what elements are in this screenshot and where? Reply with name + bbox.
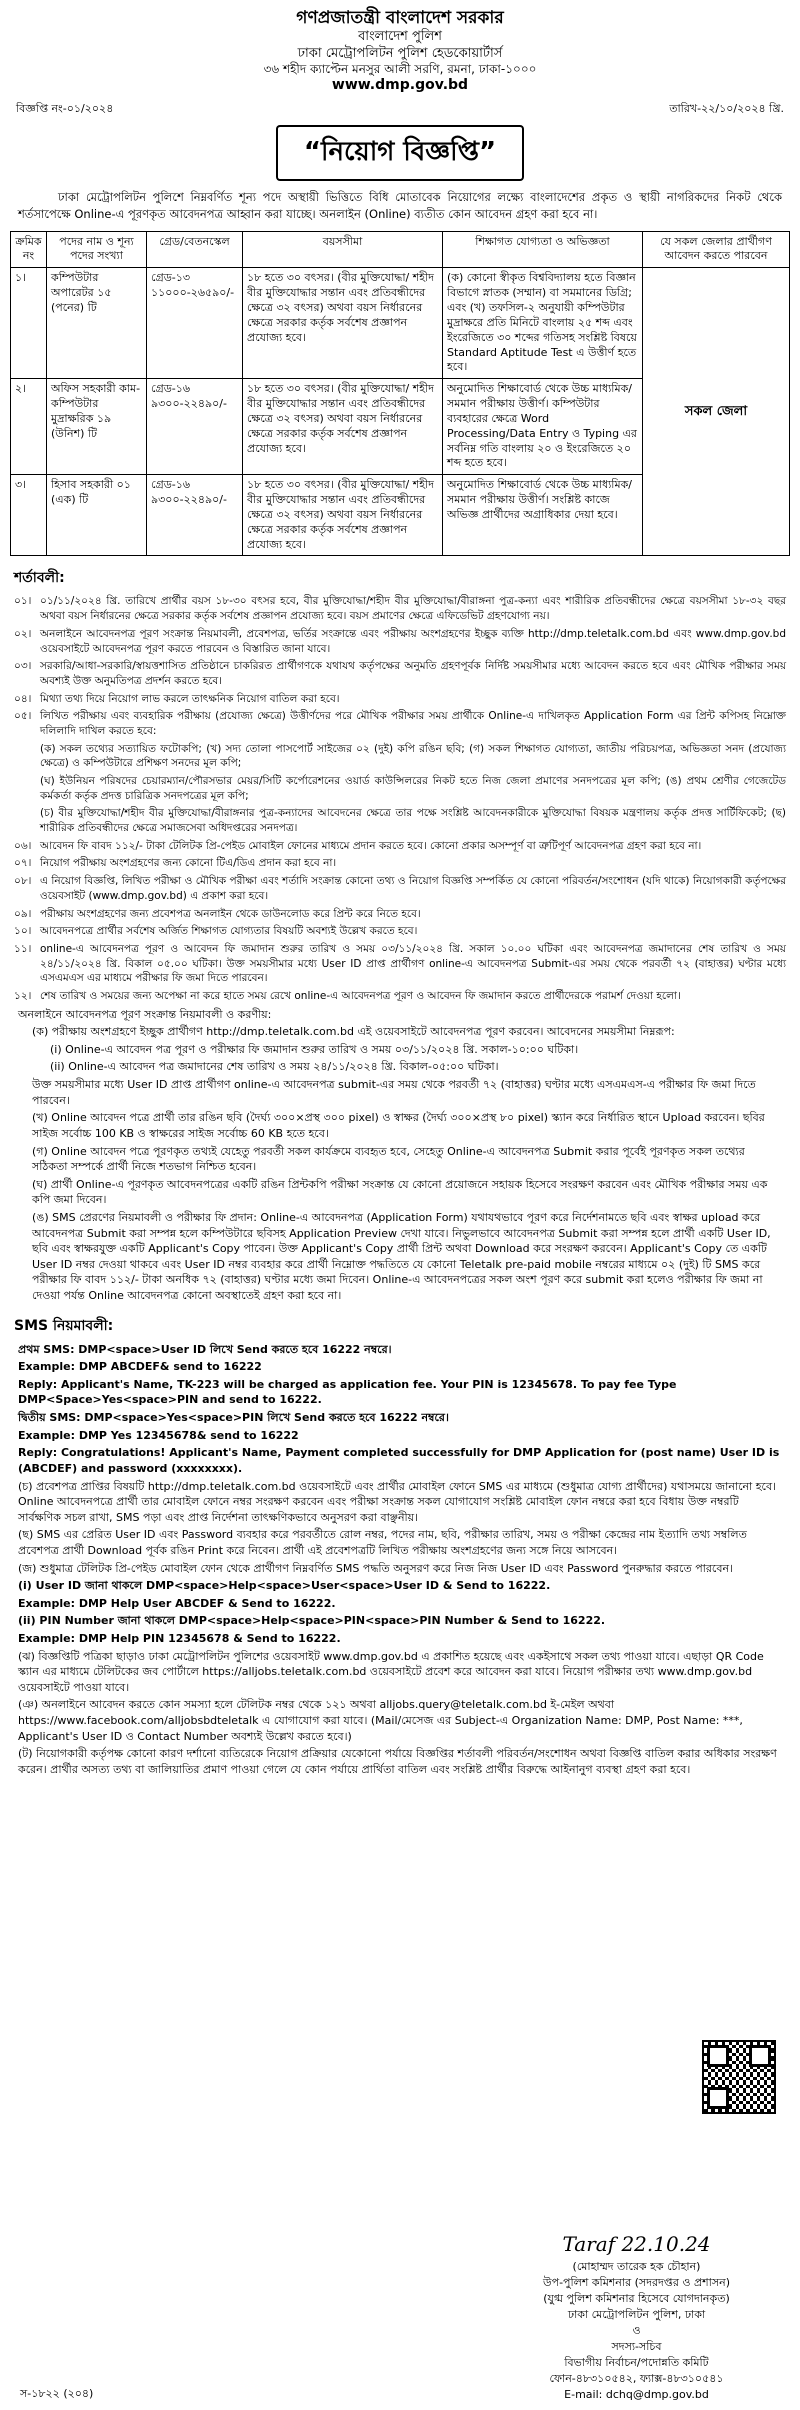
term-item <box>10 709 786 738</box>
reference-row <box>16 100 784 119</box>
cell-qualification: অনুমোদিত শিক্ষাবোর্ড থেকে উচ্চ মাধ্যমিক/সমমান পরীক্ষায় উত্তীর্ণ। সংশ্লিষ্ট কাজে অভিজ্ঞ প্রার্থীদের অগ্রাধিকার দেয়া হবে। <box>443 475 643 556</box>
cell-qualification: অনুমোদিত শিক্ষাবোর্ড থেকে উচ্চ মাধ্যমিক/সমমান পরীক্ষায় উত্তীর্ণ। কম্পিউটার ব্যবহারের ক্ষেত্রে Word Processing/Data Entry ও Typing এর সর্বনিম্ন গতি বাংলায় ২০ ও ইংরেজিতে ২০ শব্দ হতে হবে। <box>443 379 643 475</box>
notice-title: “নিয়োগ বিজ্ঞপ্তি” <box>276 125 524 181</box>
term-number: ০২। <box>14 627 32 640</box>
term-text: এ নিয়োগ বিজ্ঞপ্তি, লিখিত পরীক্ষা ও মৌখিক পরীক্ষা এবং শর্তাদি সংক্রান্ত কোনো তথ্য ও নিয়োগ বিজ্ঞপ্তি সম্পর্কিত যে কোনো পরিবর্তন/সংশোধন (যদি থাকে) নিয়োগকারী কর্তৃপক্ষের ওয়েবসাইট (www.dmp.gov.bd) এ প্রকাশ করা হবে। <box>40 875 786 902</box>
cell-grade: গ্রেড-১৩ ১১০০০-২৬৫৯০/- <box>147 268 243 379</box>
cell-qualification: (ক) কোনো স্বীকৃত বিশ্ববিদ্যালয় হতে বিজ্ঞান বিভাগে স্নাতক (সম্মান) বা সমমানের ডিগ্রি; এবং (খ) তফসিল-২ অনুযায়ী কম্পিউটার মুদ্রাক্ষরে প্রতি মিনিটে বাংলায় ২৫ শব্দ এবং ইংরেজিতে ৩০ শব্দের গতিসহ সংশ্লিষ্ট বিষয়ে Standard Aptitude Test এ উত্তীর্ণ হতে হবে। <box>443 268 643 379</box>
cell-districts: সকল জেলা <box>643 268 790 556</box>
term-number: ০৯। <box>14 907 32 920</box>
address: ৩৬ শহীদ ক্যাপ্টেন মনসুর আলী সরণি, রমনা, ঢাকা-১০০০ <box>263 61 537 76</box>
term-item <box>10 742 786 771</box>
term-item <box>10 627 786 656</box>
term-number <box>10 742 40 771</box>
sms-rules <box>18 1342 782 1778</box>
cell-age: ১৮ হতে ৩০ বৎসর। (বীর মুক্তিযোদ্ধা/ শহীদ বীর মুক্তিযোদ্ধার সন্তান এবং প্রতিবন্ধীদের ক্ষেত্রে ৩২ বৎসর) অথবা বয়স নির্ধারনের ক্ষেত্রে সরকার কর্তৃক সর্বশেষ প্রজ্ঞাপন প্রযোজ্য হবে। <box>243 379 443 475</box>
term-text: লিখিত পরীক্ষায় এবং ব্যবহারিক পরীক্ষায় (প্রযোজ্য ক্ষেত্রে) উত্তীর্ণদের পরে মৌখিক পরীক্ষার সময় প্রার্থীকে Online-এ দাখিলকৃত Application Form এর প্রিন্ট কপিসহ নিম্নোক্ত দলিলাদি দাখিল করতে হবে: <box>40 710 786 737</box>
signatory-name: (মোহাম্মদ তারেক হক চৌহান) <box>572 2260 701 2273</box>
sms-line: দ্বিতীয় SMS: DMP<space>Yes<space>PIN লিখে Send করতে হবে 16222 নম্বরে। <box>18 1411 449 1425</box>
term-item <box>10 839 786 854</box>
sms-line: (ঝ) বিজ্ঞপ্তিটি পত্রিকা ছাড়াও ঢাকা মেট্রোপলিটন পুলিশের ওয়েবসাইট www.dmp.gov.bd এ প্রকাশিত হয়েছে এবং একইসাথে সকল তথ্য পাওয়া যাবে। এছাড়া QR Code স্ক্যান এর মাধ্যমে টেলিটকের জব পোর্টালে https://alljobs.teletalk.com.bd ওয়েবসাইটে প্রবেশ করে আবেদন করা যাবে। নিয়োগ পরীক্ষার তথ্য www.dmp.gov.bd ওয়েবসাইটে পাওয়া যাবে। <box>18 1649 764 1694</box>
term-item <box>10 659 786 688</box>
cell-age: ১৮ হতে ৩০ বৎসর। (বীর মুক্তিযোদ্ধা/ শহীদ বীর মুক্তিযোদ্ধার সন্তান এবং প্রতিবন্ধীদের ক্ষেত্রে ৩২ বৎসর) অথবা বয়স নির্ধারনের ক্ষেত্রে সরকার কর্তৃক সর্বশেষ প্রজ্ঞাপন প্রযোজ্য হবে। <box>243 475 443 556</box>
signatory-phone: ফোন-৪৮৩১০৫৪২, ফ্যাক্স-৪৮৩১০৫৪১ <box>549 2371 724 2385</box>
term-text: (চ) বীর মুক্তিযোদ্ধা/শহীদ বীর মুক্তিযোদ্ধা/বীরাঙ্গনার পুত্র-কন্যাদের আবেদনের ক্ষেত্রে তার পক্ষে সংশ্লিষ্ট আবেদনকারীকে মুক্তিযোদ্ধা বিষয়ক মন্ত্রণালয় কর্তৃক প্রদত্ত সার্টিফিকেট; (ছ) শারীরিক প্রতিবন্ধীদের ক্ষেত্রে সমাজসেবা অধিদপ্তরের সনদপত্র। <box>40 807 786 835</box>
qr-code-icon[interactable] <box>702 2040 776 2114</box>
cell-grade: গ্রেড-১৬ ৯৩০০-২২৪৯০/- <box>147 379 243 475</box>
police-name: বাংলাদেশ পুলিশ <box>358 29 442 45</box>
term-item <box>10 942 786 986</box>
col-header: শিক্ষাগত যোগ্যতা ও অভিজ্ঞতা <box>443 231 643 268</box>
vacancy-table <box>10 231 790 557</box>
term-number: ০৮। <box>14 875 32 888</box>
term-item <box>10 774 786 803</box>
term-text: সরকারি/আধা-সরকারি/স্বায়ত্তশাসিত প্রতিষ্ঠানে চাকরিরত প্রার্থীগণকে যথাযথ কর্তৃপক্ষের অনুমতি গ্রহণপূর্বক নির্দিষ্ট সময়সীমার মধ্যে আবেদন করতে হবে এবং মৌখিক পরীক্ষার সময় অবশ্যই উক্ত অনুমতিপত্র প্রদর্শন করতে হবে। <box>40 660 786 687</box>
sms-line: (চ) প্রবেশপত্র প্রাপ্তির বিষয়টি http://dmp.teletalk.com.bd ওয়েবসাইটে এবং প্রার্থীর মোবাইল ফোনে SMS এর মাধ্যমে (শুধুমাত্র যোগ্য প্রার্থীদের) যথাসময়ে জানানো হবে। Online আবেদনপত্রে প্রার্থী তার মোবাইল ফোনে নম্বর সংরক্ষণ করবেন এবং পরীক্ষা সংক্রান্ত সকল যোগাযোগ সংশ্লিষ্ট মোবাইল ফোন নম্বরে করা হবে বিধায় উক্ত নম্বরটি সার্বক্ষণিক সচল রাখা, SMS পড়া এবং প্রাপ্ত নির্দেশনা তাৎক্ষণিকভাবে অনুসরণ করা বাঞ্ছনীয়। <box>18 1479 777 1524</box>
signatory-and: ও <box>632 2323 641 2337</box>
term-number: ০১। <box>14 595 32 608</box>
online-rule-item: উক্ত সময়সীমার মধ্যে User ID প্রাপ্ত প্রার্থীগণ online-এ আবেদনপত্র submit-এর সময় থেকে পরবর্তী ৭২ (বাহাত্তর) ঘণ্টার মধ্যে এসএমএস-এ পরীক্ষার ফি জমা দিতে পারবেন। <box>32 1078 756 1107</box>
cell-grade: গ্রেড-১৬ ৯৩০০-২২৪৯০/- <box>147 475 243 556</box>
online-rule-item: (গ) Online আবেদন পত্রে পূরণকৃত তথ্যই যেহেতু পরবর্তী সকল কার্যক্রমে ব্যবহৃত হবে, সেহেতু Online-এ আবেদনপত্র Submit করার পূর্বেই পূরণকৃত সকল তথ্যের সঠিকতা সম্পর্কে প্রার্থী নিজে শতভাগ নিশ্চিত হবেন। <box>32 1144 745 1174</box>
online-rule-item: (ঘ) প্রার্থী Online-এ পূরণকৃত আবেদনপত্রের একটি রঙিন প্রিন্টকপি পরীক্ষা সংক্রান্ত যে কোনো প্রয়োজনে সহায়ক হিসেবে সংরক্ষণ করবেন এবং মৌখিক পরীক্ষার সময় এক কপি জমা দিবেন। <box>32 1177 768 1207</box>
sms-line: (জ) শুধুমাত্র টেলিটক প্রি-পেইড মোবাইল ফোন থেকে প্রার্থীগণ নিম্নবর্ণিত SMS পদ্ধতি অনুসরণ করে নিজ নিজ User ID এবং Password পুনরুদ্ধার করতে পারবেন। <box>18 1561 733 1575</box>
signature: Taraf 22.10.24 <box>562 2232 711 2256</box>
term-text: পরীক্ষায় অংশগ্রহণের জন্য প্রবেশপত্র অনলাইন থেকে ডাউনলোড করে প্রিন্ট করে নিতে হবে। <box>40 907 421 920</box>
term-number: ০৬। <box>14 839 32 852</box>
term-text: শেষ তারিখ ও সময়ের জন্য অপেক্ষা না করে হাতে সময় রেখে online-এ আবেদনপত্র পূরণ ও আবেদন ফি জমাদান করতে প্রার্থীদেরকে পরামর্শ দেওয়া হলো। <box>40 989 681 1002</box>
sms-line: (ii) PIN Number জানা থাকলে DMP<space>Help<space>PIN<space>PIN Number & Send to 16222. <box>18 1614 606 1628</box>
footer-code: স-১৮২২ (২০৪) <box>20 2387 94 2400</box>
sms-line: প্রথম SMS: DMP<space>User ID লিখে Send করতে হবে 16222 নম্বরে। <box>18 1342 392 1356</box>
term-item <box>10 856 786 871</box>
term-text: ০১/১১/২০২৪ খ্রি. তারিখে প্রার্থীর বয়স ১৮-৩০ বৎসর হবে, বীর মুক্তিযোদ্ধা/শহীদ বীর মুক্তিযোদ্ধা/বীরাঙ্গনা পুত্র-কন্যা এবং শারীরিক প্রতিবন্ধীদের ক্ষেত্রে বয়সসীমা ১৮-৩২ বছর অথবা বয়স নির্ধারনের ক্ষেত্রে সরকার কর্তৃক সর্বশেষ প্রজ্ঞাপন প্রযোজ্য হবে। বয়স প্রমাণের ক্ষেত্রে এফিডেভিট গ্রহণযোগ্য নয়। <box>40 595 786 623</box>
cell-post: হিসাব সহকারী ০১ (এক) টি <box>47 475 147 556</box>
sms-line: (ছ) SMS এর প্রেরিত User ID এবং Password ব্যবহার করে পরবর্তীতে রোল নম্বর, পদের নাম, ছবি, পরীক্ষার তারিখ, সময় ও পরীক্ষা কেন্দ্রের নাম ইত্যাদি তথ্য সম্বলিত প্রবেশপত্র প্রার্থী Download পূর্বক রঙিন Print করে নিবেন। প্রার্থী এই প্রবেশপত্রটি লিখিত পরীক্ষায় অংশগ্রহণের জন্য সঙ্গে নিয়ে আসবেন। <box>18 1528 747 1557</box>
term-text: নিয়োগ পরীক্ষায় অংশগ্রহণের জন্য কোনো টিএ/ডিএ প্রদান করা হবে না। <box>40 857 337 870</box>
online-rule-item: (i) Online-এ আবেদন পত্র পূরণ ও পরীক্ষার ফি জমাদান শুরুর তারিখ ও সময় ০৩/১১/২০২৪ খ্রি. সকাল-১০:০০ ঘটিকা। <box>50 1042 579 1056</box>
online-rules <box>18 1007 782 1304</box>
cell-post: অফিস সহকারী কাম-কম্পিউটার মুদ্রাক্ষরিক ১৯ (উনিশ) টি <box>47 379 147 475</box>
sms-line: Example: DMP Help User ABCDEF & Send to 16222. <box>18 1596 336 1610</box>
sms-heading: SMS নিয়মাবলী: <box>14 1317 114 1334</box>
term-text: মিথ্যা তথ্য দিয়ে নিয়োগ লাভ করলে তাৎক্ষনিক নিয়োগ বাতিল করা হবে। <box>40 692 340 705</box>
signatory-member: সদস্য-সচিব <box>611 2339 662 2353</box>
headquarters-name: ঢাকা মেট্রোপলিটন পুলিশ হেডকোয়ার্টার্স <box>297 45 503 61</box>
online-rule-item: (ii) Online-এ আবেদন পত্র জমাদানের শেষ তারিখ ও সময় ২৪/১১/২০২৪ খ্রি. বিকাল-০৫:০০ ঘটিকা। <box>50 1060 499 1074</box>
cell-serial: ৩। <box>11 475 47 556</box>
sms-line: Example: DMP Help PIN 12345678 & Send to 16222. <box>18 1631 341 1645</box>
online-rules-list <box>18 1024 782 1303</box>
term-text: online-এ আবেদনপত্র পূরণ ও আবেদন ফি জমাদান শুরুর তারিখ ও সময় ০৩/১১/২০২৪ খ্রি. সকাল ১০.০০ ঘটিকা এবং আবেদনপত্র জমাদানের শেষ তারিখ ও সময় ২৪/১১/২০২৪ খ্রি. বিকাল ০৫.০০ ঘটিকা। উক্ত সময়সীমার মধ্যে User ID প্রাপ্ত প্রার্থীগণ online-এ আবেদনপত্র Submit-এর সময় থেকে পরবর্তী ৭২ (বাহাত্তর) ঘণ্টার মধ্যে এসএমএস এর মাধ্যমে পরীক্ষার ফি জমা দিতে পারবেন। <box>40 942 786 985</box>
terms-list <box>10 594 790 1003</box>
document-page <box>10 0 790 2401</box>
term-number: ০৪। <box>14 692 32 705</box>
intro-paragraph: ঢাকা মেট্রোপলিটন পুলিশে নিম্নবর্ণিত শূন্য পদে অস্থায়ী ভিত্তিতে বিধি মোতাবেক নিয়োগের লক্ষ্যে বাংলাদেশের প্রকৃত ও স্থায়ী নাগরিকদের নিকট থেকে শর্তসাপেক্ষে Online-এ পূরণকৃত আবেদনপত্র আহ্বান করা যাচ্ছে। অনলাইন (Online) ব্যতীত কোন আবেদন গ্রহণ করা হবে না। <box>18 190 782 221</box>
term-text: অনলাইনে আবেদনপত্র পূরণ সংক্রান্ত নিয়মাবলী, প্রবেশপত্র, ভর্তির সংক্রান্তে এবং পরীক্ষায় অংশগ্রহণের ইচ্ছুক ব্যক্তি http://dmp.teletalk.com.bd এবং www.dmp.gov.bd ওয়েবসাইটে আবেদনপত্র পূরণ করতে পারবেন ও বিস্তারিত জানা যাবে। <box>40 627 786 655</box>
signatory-extra: (যুগ্ম পুলিশ কমিশনার হিসেবে যোগদানকৃত) <box>543 2291 730 2305</box>
col-header: যে সকল জেলার প্রার্থীগণ আবেদন করতে পারবেন <box>643 231 790 268</box>
term-text: আবেদন ফি বাবদ ১১২/- টাকা টেলিটক প্রি-পেইড মোবাইল ফোনের মাধ্যমে প্রদান করতে হবে। কোনো প্রকার অসম্পূর্ণ বা ত্রুটিপূর্ণ আবেদনপত্র গ্রহণ করা হবে না। <box>40 839 702 852</box>
signatory-committee: বিভাগীয় নির্বাচন/পদোন্নতি কমিটি <box>564 2355 709 2369</box>
col-header: ক্রমিক নং <box>11 231 47 268</box>
online-rule-item: (ক) পরীক্ষায় অংশগ্রহণে ইচ্ছুক প্রার্থীগণ http://dmp.teletalk.com.bd এই ওয়েবসাইটে আবেদনপত্র পূরণ করবেন। আবেদনের সময়সীমা নিম্নরূপ: <box>32 1025 675 1039</box>
term-item <box>10 924 786 939</box>
cell-serial: ২। <box>11 379 47 475</box>
table-header-row <box>11 231 790 268</box>
cell-serial: ১। <box>11 268 47 379</box>
notice-title-box <box>10 125 790 181</box>
sms-line: Reply: Congratulations! Applicant's Name, Payment completed successfully for DMP Application for (post name) User ID is (ABCDEF) and password (xxxxxxxx). <box>18 1446 780 1475</box>
online-rules-intro: অনলাইনে আবেদনপত্র পূরণ সংক্রান্ত নিয়মাবলী ও করণীয়: <box>18 1007 272 1021</box>
term-number: ০৩। <box>14 660 32 673</box>
term-item <box>10 989 786 1004</box>
sms-line: Reply: Applicant's Name, TK-223 will be charged as application fee. Your PIN is 12345678. To pay fee Type DMP<Space>Yes<space>PIN and send to 16222. <box>18 1377 677 1407</box>
government-name: গণপ্রজাতন্ত্রী বাংলাদেশ সরকার <box>296 8 504 28</box>
sms-line: Example: DMP Yes 12345678& send to 16222 <box>18 1428 299 1442</box>
term-number: ১১। <box>14 942 32 955</box>
sms-line: (ঞ) অনলাইনে আবেদন করতে কোন সমস্যা হলে টেলিটক নম্বর থেকে ১২১ অথবা alljobs.query@teletalk.com.bd ই-মেইল অথবা https://www.facebook.com/alljobsbdteletalk এ যোগাযোগ করা যাবে। (Mail/মেসেজ এর Subject-এ Organization Name: DMP, Post Name: ***, Applicant's User ID ও Contact Number অবশ্যই উল্লেখ করতে হবে।) <box>18 1698 743 1743</box>
signature-block <box>543 2230 730 2402</box>
letterhead <box>10 8 790 94</box>
sms-line: (i) User ID জানা থাকলে DMP<space>Help<space>User<space>User ID & Send to 16222. <box>18 1579 551 1593</box>
sms-line: Example: DMP ABCDEF& send to 16222 <box>18 1360 262 1374</box>
col-header: পদের নাম ও শূন্য পদের সংখ্যা <box>47 231 147 268</box>
online-rule-item: (খ) Online আবেদন পত্রে প্রার্থী তার রঙিন ছবি (দৈর্ঘ্য ৩০০×প্রস্থ ৩০০ pixel) ও স্বাক্ষর (দৈর্ঘ্য ৩০০×প্রস্থ ৮০ pixel) স্ক্যান করে নির্ধারিত স্থানে Upload করবেন। ছবির সাইজ সর্বোচ্চ 100 KB ও স্বাক্ষরের সাইজ সর্বোচ্চ 60 KB হতে হবে। <box>32 1111 765 1140</box>
signatory-designation: উপ-পুলিশ কমিশনার (সদরদপ্তর ও প্রশাসন) <box>543 2275 730 2289</box>
cell-post: কম্পিউটার অপারেটর ১৫ (পনের) টি <box>47 268 147 379</box>
cell-age: ১৮ হতে ৩০ বৎসর। (বীর মুক্তিযোদ্ধা/ শহীদ বীর মুক্তিযোদ্ধার সন্তান এবং প্রতিবন্ধীদের ক্ষেত্রে ৩২ বৎসর) অথবা বয়স নির্ধারনের ক্ষেত্রে সরকার কর্তৃক সর্বশেষ প্রজ্ঞাপন প্রযোজ্য হবে। <box>243 268 443 379</box>
sms-line: (ট) নিয়োগকারী কর্তৃপক্ষ কোনো কারণ দর্শানো ব্যতিরেকে নিয়োগ প্রক্রিয়ার যেকোনো পর্যায়ে বিজ্ঞপ্তির শর্তাবলী পরিবর্তন/সংশোধন অথবা বিজ্ঞপ্তি বাতিল করার অধিকার সংরক্ষণ করেন। প্রার্থীর অসত্য তথ্য বা জালিয়াতির প্রমাণ পাওয়া গেলে যে কোন পর্যায়ে প্রার্থিতা বাতিল এবং সংশ্লিষ্ট প্রার্থীর বিরুদ্ধে আইনানুগ ব্যবস্থা গ্রহণ করা হবে। <box>18 1747 777 1776</box>
memo-date: তারিখ-২২/১০/২০২৪ খ্রি. <box>669 102 784 116</box>
memo-number: বিজ্ঞপ্তি নং-০১/২০২৪ <box>16 102 114 116</box>
term-item <box>10 594 786 623</box>
term-item <box>10 874 786 903</box>
term-item <box>10 907 786 922</box>
term-number: ০৭। <box>14 857 32 870</box>
term-text: আবেদনপত্রে প্রার্থীর সর্বশেষ অর্জিত শিক্ষাগত যোগ্যতার বিষয়টি অবশ্যই উল্লেখ করতে হবে। <box>40 925 418 938</box>
term-number <box>10 806 40 835</box>
signatory-email[interactable]: E-mail: dchq@dmp.gov.bd <box>564 2387 709 2401</box>
term-number <box>10 774 40 803</box>
col-header: গ্রেড/বেতনস্কেল <box>147 231 243 268</box>
table-row <box>11 268 790 379</box>
term-text: (ক) সকল তথ্যের সত্যায়িত ফটোকপি; (খ) সদ্য তোলা পাসপোর্ট সাইজের ০২ (দুই) কপি রঙিন ছবি; (গ) সকল শিক্ষাগত যোগ্যতা, জাতীয় পরিচয়পত্র, অভিজ্ঞতা সনদ (প্রযোজ্য ক্ষেত্রে) ও কম্পিউটারে প্রশিক্ষণ সনদের মূল কপি; <box>40 742 786 770</box>
online-rule-item: (ঙ) SMS প্রেরণের নিয়মাবলী ও পরীক্ষার ফি প্রদান: Online-এ আবেদনপত্র (Application Form) যথাযথভাবে পূরণ করে নির্দেশনামতে ছবি এবং স্বাক্ষর upload করে আবেদনপত্র Submit করা সম্পন্ন হলে কম্পিউটারে ছবিসহ Application Preview দেখা যাবে। নিভুলভাবে আবেদনপত্র Submit করা সম্পন্ন হলে প্রার্থী একটি User ID, ছবি এবং স্বাক্ষরযুক্ত একটি Applicant's Copy পাবেন। উক্ত Applicant's Copy প্রার্থী প্রিন্ট অথবা Download করে সংরক্ষণ করবেন। Applicant's Copy তে একটি User ID নম্বর দেওয়া থাকবে এবং User ID নম্বর ব্যবহার করে প্রার্থী নিম্নোক্ত পদ্ধতিতে যে কোনো Teletalk pre-paid mobile নম্বরের মাধ্যমে ০২ (দুই) টি SMS করে পরীক্ষার ফি বাবদ ১১২/- টাকা অনধিক ৭২ (বাহাত্তর) ঘণ্টার মধ্যে জমা দিবেন। Online-এ আবেদনপত্রের সকল অংশ পূরণ করে submit করা হলেও পরীক্ষার ফি জমা না দেওয়া পর্যন্ত Online আবেদনপত্র কোনো অবস্থাতেই গ্রহণ করা হবে না। <box>32 1210 771 1303</box>
term-number: ১০। <box>14 925 32 938</box>
term-number: ০৫। <box>14 710 32 723</box>
term-item <box>10 692 786 707</box>
signatory-org: ঢাকা মেট্রোপলিটন পুলিশ, ঢাকা <box>567 2307 706 2321</box>
website: www.dmp.gov.bd <box>331 76 469 93</box>
term-item <box>10 806 786 835</box>
term-text: (ঘ) ইউনিয়ন পরিষদের চেয়ারম্যান/পৌরসভার মেয়র/সিটি কর্পোরেশনের ওয়ার্ড কাউন্সিলরের নিকট হতে নিজ জেলা প্রমাণের সনদপত্রের মূল কপি; (ঙ) প্রথম শ্রেণীর গেজেটেড কর্মকর্তা কর্তৃক প্রদত্ত চারিত্রিক সনদপত্রের মূল কপি; <box>40 775 786 802</box>
col-header: বয়সসীমা <box>243 231 443 268</box>
term-number: ১২। <box>14 989 32 1002</box>
terms-heading: শর্তাবলী: <box>14 570 65 587</box>
